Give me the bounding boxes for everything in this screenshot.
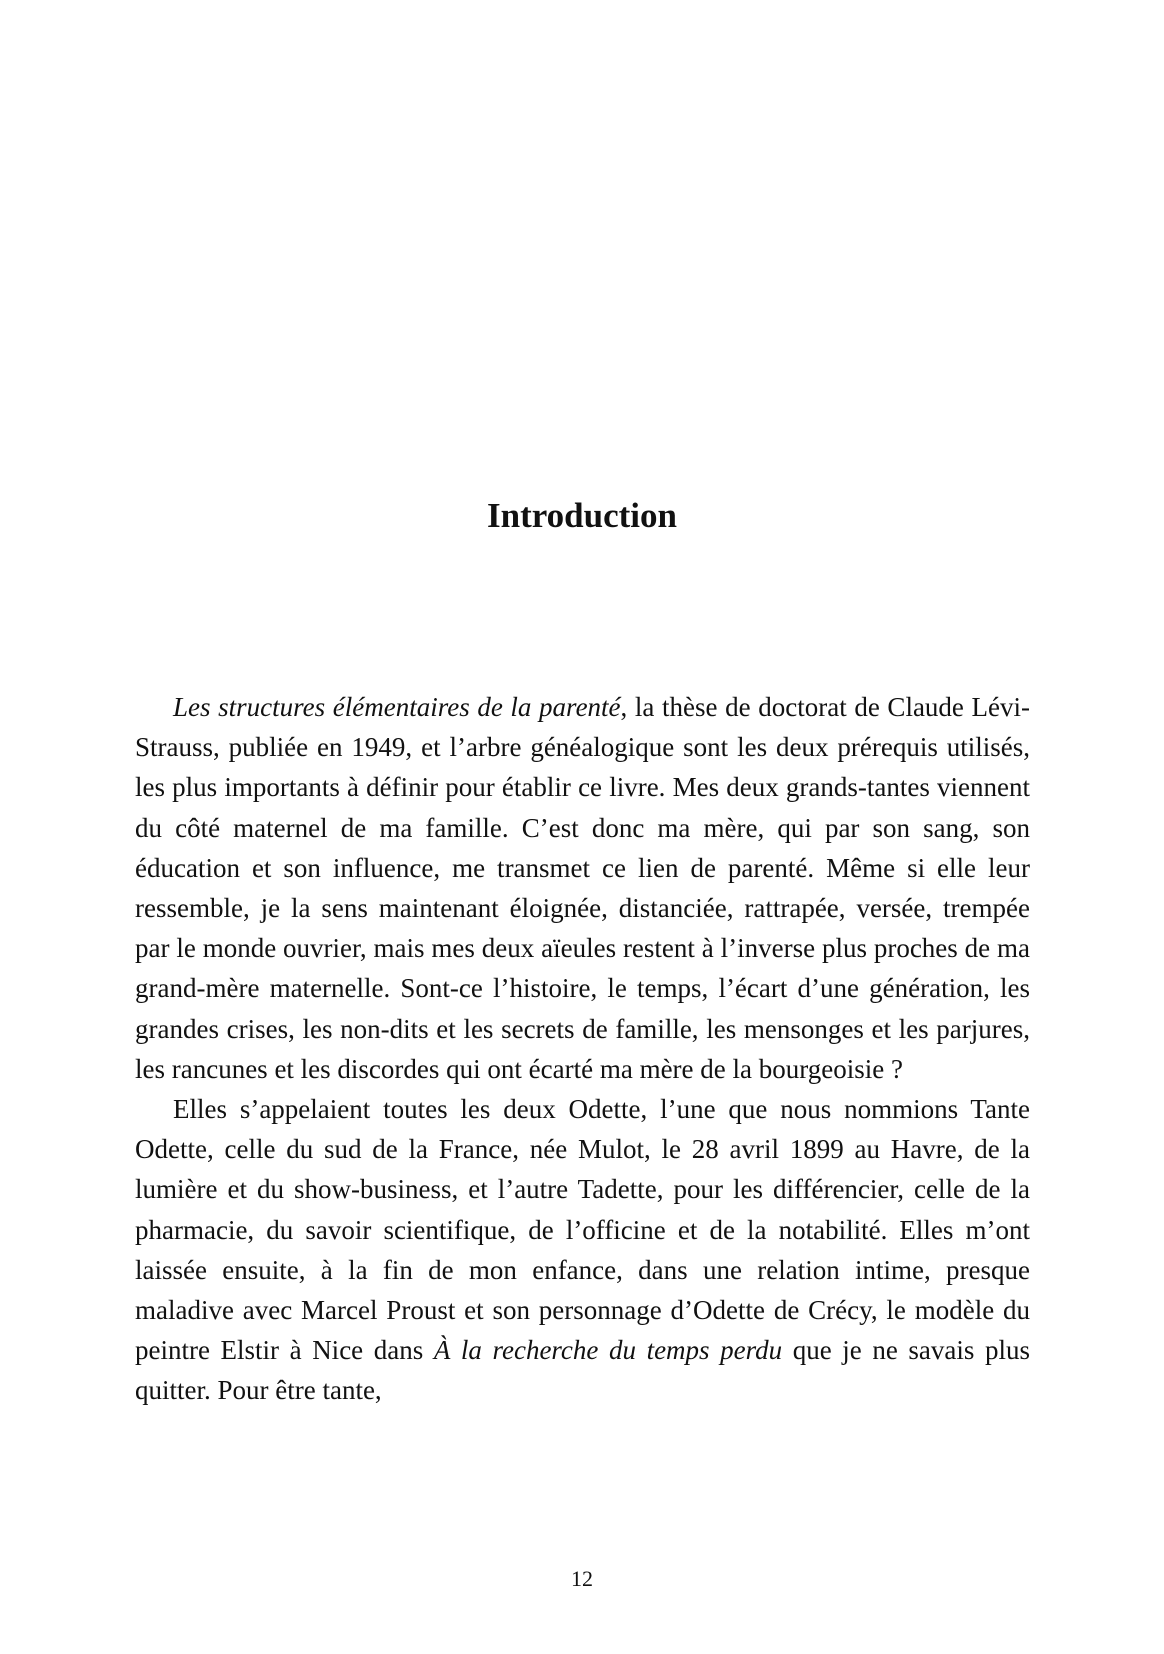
segment: À la recherche du temps perdu <box>433 1335 783 1366</box>
segment: que je ne savais plus quitter. Pour être tante, <box>135 1335 1030 1406</box>
segment: Les structures élémentaires de la parenté <box>173 692 621 722</box>
paragraph-1 <box>135 687 1030 1089</box>
paragraph-2 <box>135 1089 1030 1411</box>
body-text <box>135 687 1030 1411</box>
segment: , la thèse de doctorat de Claude Lévi-Strauss, publiée en 1949, et l’arbre généalogique sont les deux prérequis utilisés, les plus importants à définir pour établir ce livre. Mes deux grands-tantes viennent du côté maternel de ma famille. C’est donc ma mère, qui par son sang, son éducation et son influence, me transmet ce lien de parenté. Même si elle leur ressemble, je la sens maintenant éloignée, distanciée, rattrapée, versée, trempée par le monde ouvrier, mais mes deux aïeules restent à l’inverse plus proches de ma grand-mère maternelle. Sont-ce l’histoire, le temps, l’écart d’une génération, les grandes crises, les non-dits et les secrets de famille, les mensonges et les parjures, les rancunes et les discordes qui ont écarté ma mère de la bourgeoisie ? <box>135 692 1031 1084</box>
segment: Elles s’appelaient toutes les deux Odette, l’une que nous nommions Tante Odette, celle du sud de la France, née Mulot, le 28 avril 1899 au Havre, de la lumière et du show-business, et l’autre Tadette, pour les différencier, celle de la pharmacie, du savoir scientifique, de l’officine et de la notabilité. Elles m’ont laissée ensuite, à la fin de mon enfance, dans une relation intime, presque maladive avec Marcel Proust et son personnage d’Odette de Crécy, le modèle du peintre Elstir à Nice dans <box>135 1094 1030 1366</box>
chapter-title: Introduction <box>487 496 677 535</box>
page-number: 12 <box>571 1566 593 1591</box>
